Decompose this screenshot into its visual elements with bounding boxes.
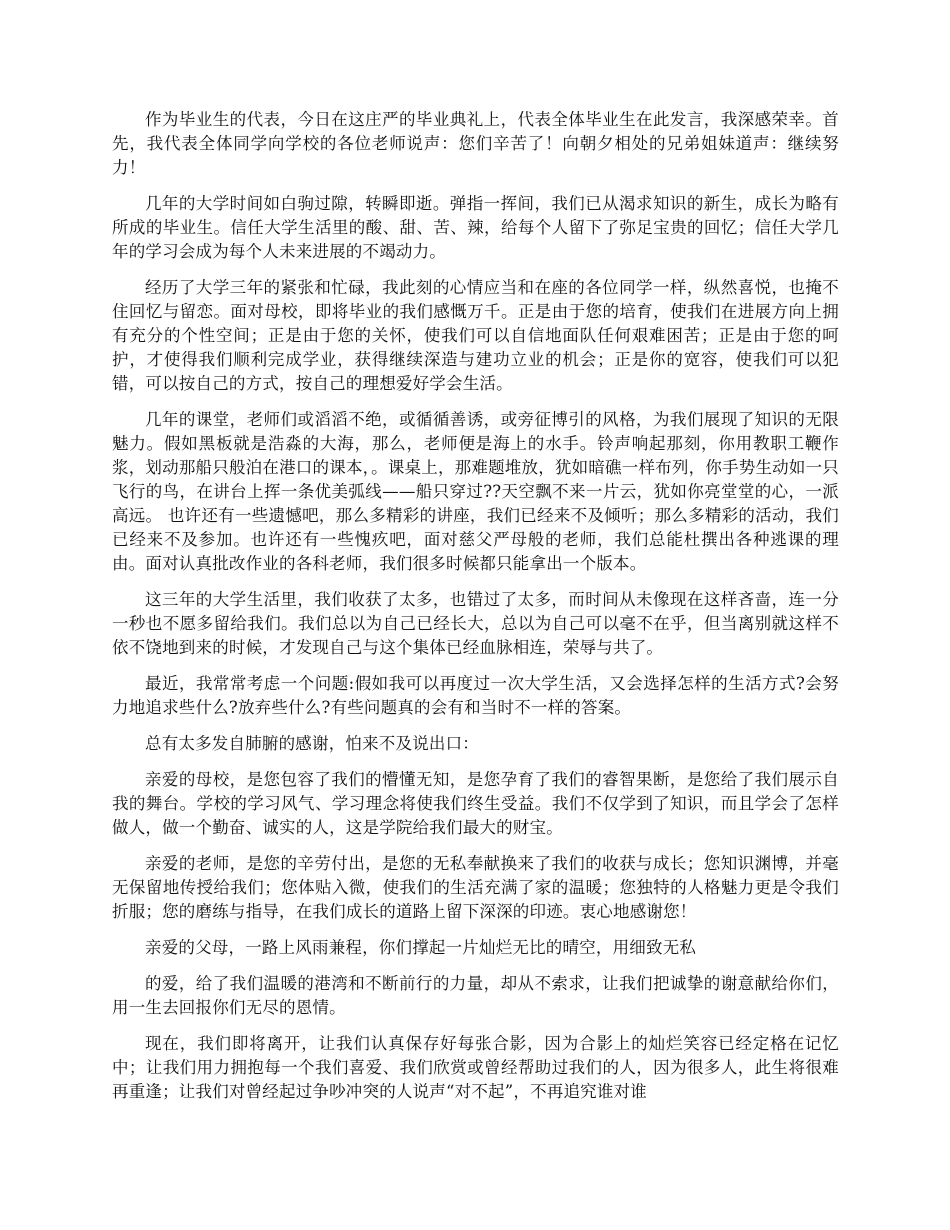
paragraph-11: 的爱，给了我们温暖的港湾和不断前行的力量，却从不索求，让我们把诚挚的谢意献给你们，用一生去回报你们无尽的恩情。 — [112, 974, 839, 1017]
paragraph-12: 现在，我们即将离开，让我们认真保存好每张合影，因为合影上的灿烂笑容已经定格在记忆中；让我们用力拥抱每一个我们喜爱、我们欣赏或曾经帮助过我们的人，因为很多人，此生将很难再重逢；让我们对曾经起过争吵冲突的人说声“对不起”，不再追究谁对谁 — [112, 1034, 839, 1101]
paragraph-5: 这三年的大学生活里，我们收获了太多，也错过了太多，而时间从未像现在这样吝啬，连一分一秒也不愿多留给我们。我们总以为自己已经长大，总以为自己可以毫不在乎，但当离别就这样不依不饶地到来的时候，才发现自己与这个集体已经血脉相连，荣辱与共了。 — [112, 590, 839, 657]
paragraph-6: 最近，我常常考虑一个问题:假如我可以再度过一次大学生活，又会选择怎样的生活方式?会努力地追求些什么?放弃些什么?有些问题真的会有和当时不一样的答案。 — [112, 674, 839, 717]
paragraph-8: 亲爱的母校，是您包容了我们的懵懂无知，是您孕育了我们的睿智果断，是您给了我们展示自我的舞台。学校的学习风气、学习理念将使我们终生受益。我们不仅学到了知识，而且学会了怎样做人，做一个勤奋、诚实的人，这是学院给我们最大的财宝。 — [112, 770, 839, 837]
paragraph-3: 经历了大学三年的紧张和忙碌，我此刻的心情应当和在座的各位同学一样，纵然喜悦，也掩不住回忆与留恋。面对母校，即将毕业的我们感慨万千。正是由于您的培育，使我们在进展方向上拥有充分的个性空间；正是由于您的关怀，使我们可以自信地面队任何艰难困苦；正是由于您的呵护，才使得我们顺利完成学业，获得继续深造与建功立业的机会；正是你的宽容，使我们可以犯错，可以按自己的方式，按自己的理想爱好学会生活。 — [112, 278, 839, 393]
paragraph-10: 亲爱的父母，一路上风雨兼程，你们撑起一片灿烂无比的晴空，用细致无私 — [145, 938, 697, 957]
paragraph-2: 几年的大学时间如白驹过隙，转瞬即逝。弹指一挥间，我们已从渴求知识的新生，成长为略有所成的毕业生。信任大学生活里的酸、甜、苦、辣，给每个人留下了弥足宝贵的回忆；信任大学几年的学习会成为每个人未来进展的不竭动力。 — [112, 194, 839, 261]
paragraph-7: 总有太多发自肺腑的感谢，怕来不及说出口： — [145, 734, 479, 753]
paragraph-9: 亲爱的老师，是您的辛劳付出，是您的无私奉献换来了我们的收获与成长；您知识渊博，并毫无保留地传授给我们；您体贴入微，使我们的生活充满了家的温暖；您独特的人格魅力更是令我们折服；您的磨练与指导，在我们成长的道路上留下深深的印迹。衷心地感谢您！ — [112, 854, 839, 921]
paragraph-1: 作为毕业生的代表，今日在这庄严的毕业典礼上，代表全体毕业生在此发言，我深感荣幸。首先，我代表全体同学向学校的各位老师说声：您们辛苦了！向朝夕相处的兄弟姐妹道声：继续努力！ — [112, 110, 839, 177]
paragraph-4: 几年的课堂，老师们或滔滔不绝，或循循善诱，或旁征博引的风格，为我们展现了知识的无限魅力。假如黑板就是浩淼的大海，那么，老师便是海上的水手。铃声响起那刻，你用教职工鞭作浆，划动那船只般泊在港口的课本，。课桌上，那难题堆放，犹如暗礁一样布列，你手势生动如一只飞行的鸟，在讲台上挥一条优美弧线——船只穿过??天空飘不来一片云，犹如你亮堂堂的心，一派高远。 也许还有一些遗憾吧，那么多精彩的讲座，我们已经来不及倾听；那么多精彩的活动，我们已经来不及参加。也许还有一些愧疚吧，面对慈父严母般的老师，我们总能杜撰出各种逃课的理由。面对认真批改作业的各科老师，我们很多时候都只能拿出一个版本。 — [112, 410, 839, 573]
document-body — [112, 108, 839, 1116]
